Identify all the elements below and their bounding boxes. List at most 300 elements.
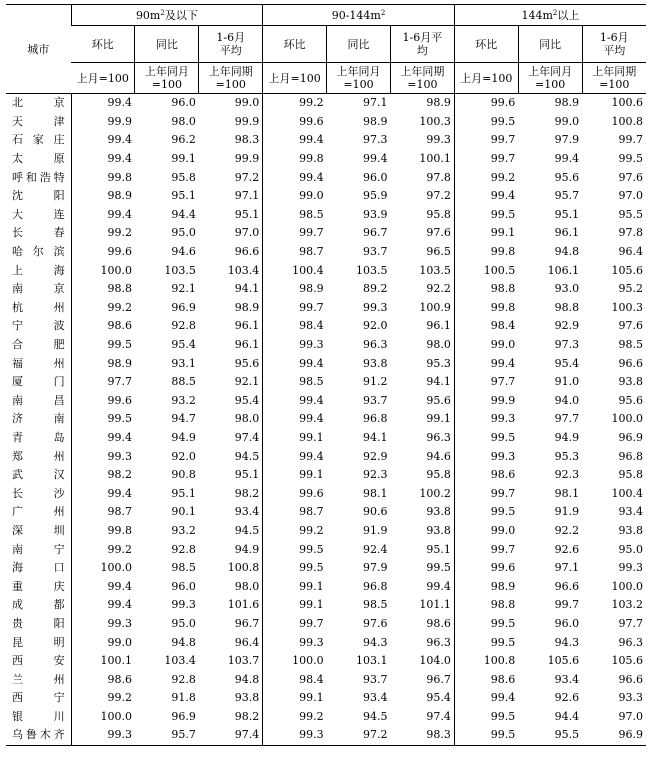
- value-cell: 98.5: [263, 206, 327, 225]
- value-cell: 96.6: [618, 356, 643, 370]
- city-name: 武 汉: [12, 468, 65, 482]
- avg-base-header: 上年同期 =100: [199, 63, 263, 94]
- city-name: 南 昌: [12, 393, 65, 407]
- table-row: [6, 484, 646, 503]
- value-cell: 94.1: [234, 282, 260, 296]
- value-cell: 98.5: [263, 373, 327, 392]
- value-cell: 94.0: [554, 393, 580, 407]
- value-cell: 106.1: [547, 263, 580, 277]
- value-cell: 98.8: [554, 300, 580, 314]
- table-row: [6, 466, 646, 485]
- value-cell: 94.9: [234, 542, 260, 556]
- value-cell: 94.6: [171, 245, 196, 259]
- value-cell: 93.8: [618, 523, 643, 537]
- value-cell: 98.9: [71, 187, 135, 206]
- city-column-header: 城市: [6, 5, 71, 94]
- value-cell: 99.5: [454, 113, 518, 132]
- value-cell: 99.3: [426, 133, 451, 147]
- value-cell: 91.9: [554, 505, 580, 519]
- city-cell: [6, 373, 71, 392]
- table-row: [6, 94, 646, 113]
- value-cell: 95.5: [618, 207, 643, 221]
- city-cell: [6, 261, 71, 280]
- mom-base-header: 上月=100: [71, 63, 135, 94]
- value-cell: 97.7: [454, 373, 518, 392]
- value-cell: 98.6: [426, 616, 451, 630]
- value-cell: 99.7: [454, 131, 518, 150]
- city-name: 海 口: [12, 561, 65, 575]
- value-cell: 91.8: [171, 691, 196, 705]
- value-cell: 99.4: [263, 410, 327, 429]
- value-cell: 93.4: [618, 505, 643, 519]
- value-cell: 99.5: [618, 152, 643, 166]
- city-cell: [6, 708, 71, 727]
- value-cell: 98.7: [263, 503, 327, 522]
- value-cell: 99.4: [362, 152, 388, 166]
- value-cell: 94.8: [234, 672, 260, 686]
- table-row: [6, 317, 646, 336]
- value-cell: 92.9: [554, 319, 580, 333]
- group-header-medium: $90-144m^2$: [263, 5, 455, 26]
- value-cell: 96.0: [362, 170, 388, 184]
- city-cell: [6, 168, 71, 187]
- avg-base-header: 上年同期 =100: [582, 63, 646, 94]
- value-cell: 99.4: [71, 150, 135, 169]
- value-cell: 92.1: [234, 375, 260, 389]
- value-cell: 96.4: [618, 245, 643, 259]
- value-cell: 99.4: [71, 429, 135, 448]
- value-cell: 103.1: [355, 654, 388, 668]
- value-cell: 97.2: [426, 189, 451, 203]
- city-name: 杭 州: [12, 300, 65, 314]
- value-cell: 99.1: [263, 577, 327, 596]
- city-cell: [6, 354, 71, 373]
- value-cell: 97.4: [234, 430, 260, 444]
- value-cell: 99.3: [454, 410, 518, 429]
- value-cell: 100.1: [419, 152, 451, 166]
- value-cell: 97.7: [71, 373, 135, 392]
- value-cell: 103.5: [419, 263, 451, 277]
- value-cell: 99.1: [263, 429, 327, 448]
- value-cell: 98.0: [171, 114, 196, 128]
- value-cell: 105.6: [611, 263, 643, 277]
- value-cell: 97.4: [199, 726, 263, 745]
- city-cell: [6, 522, 71, 541]
- table-row: [6, 243, 646, 262]
- value-cell: 99.2: [454, 168, 518, 187]
- value-cell: 99.4: [71, 577, 135, 596]
- value-cell: 98.5: [618, 338, 643, 352]
- value-cell: 99.6: [71, 243, 135, 262]
- value-cell: 96.3: [618, 635, 643, 649]
- value-cell: 99.5: [71, 410, 135, 429]
- value-cell: 93.2: [171, 393, 196, 407]
- value-cell: 98.4: [263, 670, 327, 689]
- mom-header: 环比: [71, 26, 135, 63]
- value-cell: 98.6: [71, 670, 135, 689]
- value-cell: 99.5: [454, 615, 518, 634]
- value-cell: 95.2: [618, 282, 643, 296]
- table-row: [6, 596, 646, 615]
- table-row: [6, 168, 646, 187]
- value-cell: 98.5: [171, 561, 196, 575]
- value-cell: 98.0: [426, 338, 451, 352]
- value-cell: 94.1: [362, 430, 388, 444]
- value-cell: 100.0: [611, 412, 643, 426]
- value-cell: 97.1: [362, 96, 388, 110]
- value-cell: 95.8: [426, 468, 451, 482]
- value-cell: 99.4: [71, 131, 135, 150]
- value-cell: 98.9: [263, 280, 327, 299]
- value-cell: 96.1: [554, 226, 580, 240]
- value-cell: 92.8: [171, 672, 196, 686]
- table-row: [6, 206, 646, 225]
- value-cell: 98.6: [454, 466, 518, 485]
- city-name: 济 南: [12, 412, 65, 426]
- value-cell: 92.3: [554, 468, 580, 482]
- value-cell: 96.6: [618, 672, 643, 686]
- city-cell: [6, 689, 71, 708]
- value-cell: 99.5: [454, 633, 518, 652]
- value-cell: 96.7: [426, 672, 451, 686]
- city-name: 宁 波: [12, 319, 65, 333]
- value-cell: 92.2: [554, 523, 580, 537]
- value-cell: 99.1: [454, 224, 518, 243]
- value-cell: 95.1: [234, 207, 260, 221]
- value-cell: 94.5: [362, 709, 388, 723]
- table-row: [6, 503, 646, 522]
- value-cell: 99.8: [71, 522, 135, 541]
- value-cell: 99.7: [554, 598, 580, 612]
- value-cell: 99.6: [454, 94, 518, 113]
- table-row: [6, 392, 646, 411]
- value-cell: 96.0: [171, 96, 196, 110]
- table-row: [6, 522, 646, 541]
- city-cell: [6, 596, 71, 615]
- value-cell: 93.1: [171, 356, 196, 370]
- city-cell: [6, 503, 71, 522]
- mom-base-header: 上月=100: [263, 63, 327, 94]
- value-cell: 95.6: [426, 393, 451, 407]
- table-row: [6, 131, 646, 150]
- city-name: 成 都: [12, 598, 65, 612]
- city-cell: [6, 577, 71, 596]
- value-cell: 99.4: [71, 94, 135, 113]
- mom-header: 环比: [454, 26, 518, 63]
- city-cell: [6, 113, 71, 132]
- value-cell: 97.6: [362, 616, 388, 630]
- value-cell: 96.9: [171, 300, 196, 314]
- value-cell: 95.6: [234, 356, 260, 370]
- city-cell: [6, 652, 71, 671]
- value-cell: 98.8: [454, 596, 518, 615]
- value-cell: 95.6: [618, 393, 643, 407]
- value-cell: 99.5: [426, 561, 451, 575]
- value-cell: 98.4: [454, 317, 518, 336]
- city-name: 长 沙: [12, 486, 65, 500]
- value-cell: 100.5: [454, 261, 518, 280]
- yoy-base-header: 上年同月 =100: [327, 63, 391, 94]
- value-cell: 99.7: [263, 299, 327, 318]
- value-cell: 95.3: [554, 449, 580, 463]
- value-cell: 99.2: [71, 299, 135, 318]
- value-cell: 99.3: [71, 615, 135, 634]
- value-cell: 100.0: [71, 559, 135, 578]
- value-cell: 95.4: [426, 691, 451, 705]
- value-cell: 94.5: [234, 523, 260, 537]
- value-cell: 93.8: [618, 375, 643, 389]
- value-cell: 91.9: [362, 523, 388, 537]
- city-cell: [6, 392, 71, 411]
- value-cell: 92.0: [171, 449, 196, 463]
- value-cell: 98.2: [71, 466, 135, 485]
- value-cell: 99.4: [554, 152, 580, 166]
- value-cell: 95.8: [426, 207, 451, 221]
- value-cell: 99.3: [263, 633, 327, 652]
- value-cell: 99.3: [362, 300, 388, 314]
- value-cell: 93.0: [554, 282, 580, 296]
- value-cell: 92.9: [362, 449, 388, 463]
- value-cell: 98.9: [71, 354, 135, 373]
- value-cell: 100.9: [419, 300, 451, 314]
- value-cell: 99.6: [454, 559, 518, 578]
- city-name: 石 家 庄: [12, 133, 65, 147]
- city-name: 郑 州: [12, 449, 65, 463]
- table-row: [6, 187, 646, 206]
- value-cell: 100.3: [419, 114, 451, 128]
- value-cell: 98.6: [454, 670, 518, 689]
- value-cell: 99.3: [263, 726, 327, 745]
- value-cell: 95.0: [171, 226, 196, 240]
- city-name: 西 宁: [12, 691, 65, 705]
- value-cell: 91.0: [554, 375, 580, 389]
- yoy-header: 同比: [518, 26, 582, 63]
- table-row: [6, 615, 646, 634]
- city-cell: [6, 410, 71, 429]
- value-cell: 100.3: [611, 300, 643, 314]
- value-cell: 97.3: [362, 133, 388, 147]
- table-row: [6, 429, 646, 448]
- value-cell: 94.9: [171, 430, 196, 444]
- value-cell: 97.6: [618, 319, 643, 333]
- table-body: [6, 94, 646, 746]
- value-cell: 96.7: [234, 616, 260, 630]
- city-name: 深 圳: [12, 523, 65, 537]
- value-cell: 103.5: [164, 263, 196, 277]
- value-cell: 98.2: [234, 486, 260, 500]
- value-cell: 96.8: [362, 579, 388, 593]
- value-cell: 100.4: [611, 486, 643, 500]
- value-cell: 97.9: [554, 133, 580, 147]
- value-cell: 99.3: [454, 447, 518, 466]
- value-cell: 99.7: [263, 615, 327, 634]
- value-cell: 93.2: [171, 523, 196, 537]
- value-cell: 99.1: [263, 466, 327, 485]
- city-name: 贵 阳: [12, 616, 65, 630]
- value-cell: 90.1: [171, 505, 196, 519]
- value-cell: 95.3: [426, 356, 451, 370]
- value-cell: 103.2: [611, 598, 643, 612]
- value-cell: 99.3: [618, 561, 643, 575]
- value-cell: 98.3: [234, 133, 260, 147]
- table-row: [6, 689, 646, 708]
- value-cell: 99.6: [263, 484, 327, 503]
- value-cell: 97.0: [618, 709, 643, 723]
- table-row: [6, 354, 646, 373]
- value-cell: 98.8: [454, 280, 518, 299]
- value-cell: 99.4: [263, 447, 327, 466]
- yoy-header: 同比: [327, 26, 391, 63]
- value-cell: 99.7: [454, 484, 518, 503]
- city-name: 乌 鲁 木 齐: [12, 728, 65, 742]
- value-cell: 92.6: [554, 542, 580, 556]
- value-cell: 97.1: [554, 561, 580, 575]
- value-cell: 93.9: [362, 207, 388, 221]
- city-name: 银 川: [12, 709, 65, 723]
- value-cell: 99.0: [263, 187, 327, 206]
- city-cell: [6, 206, 71, 225]
- value-cell: 97.1: [234, 189, 260, 203]
- value-cell: 105.6: [547, 654, 580, 668]
- city-name: 兰 州: [12, 672, 65, 686]
- value-cell: 98.4: [263, 317, 327, 336]
- value-cell: 101.6: [227, 598, 260, 612]
- value-cell: 93.7: [362, 672, 388, 686]
- city-name: 上 海: [12, 263, 65, 277]
- value-cell: 98.6: [71, 317, 135, 336]
- avg-header: 1-6月 平均: [199, 26, 263, 63]
- city-cell: [6, 336, 71, 355]
- value-cell: 94.1: [426, 375, 451, 389]
- value-cell: 98.9: [234, 300, 260, 314]
- value-cell: 93.7: [362, 245, 388, 259]
- value-cell: 98.9: [426, 96, 451, 110]
- value-cell: 96.1: [234, 319, 260, 333]
- value-cell: 99.8: [71, 168, 135, 187]
- value-cell: 100.1: [71, 652, 135, 671]
- value-cell: 96.0: [554, 616, 580, 630]
- value-cell: 96.5: [426, 245, 451, 259]
- city-cell: [6, 615, 71, 634]
- value-cell: 105.6: [611, 654, 643, 668]
- city-name: 北 京: [12, 96, 65, 110]
- value-cell: 99.7: [454, 540, 518, 559]
- value-cell: 94.5: [234, 449, 260, 463]
- value-cell: 94.8: [554, 245, 580, 259]
- value-cell: 99.5: [454, 726, 518, 745]
- value-cell: 99.4: [71, 596, 135, 615]
- city-name: 重 庆: [12, 579, 65, 593]
- value-cell: 99.5: [454, 206, 518, 225]
- table-row: [6, 280, 646, 299]
- city-cell: [6, 670, 71, 689]
- value-cell: 95.1: [234, 468, 260, 482]
- city-cell: [6, 131, 71, 150]
- table-row: [6, 261, 646, 280]
- value-cell: 99.4: [454, 354, 518, 373]
- group-header-large: $144m^2$以上: [454, 5, 646, 26]
- value-cell: 100.8: [227, 561, 260, 575]
- value-cell: 103.7: [227, 654, 260, 668]
- value-cell: 99.4: [263, 131, 327, 150]
- value-cell: 100.8: [454, 652, 518, 671]
- value-cell: 99.4: [263, 354, 327, 373]
- table-row: [6, 559, 646, 578]
- city-name: 太 原: [12, 152, 65, 166]
- value-cell: 93.8: [426, 505, 451, 519]
- value-cell: 98.3: [390, 726, 454, 745]
- value-cell: 99.5: [71, 336, 135, 355]
- value-cell: 99.5: [454, 708, 518, 727]
- table-row: [6, 633, 646, 652]
- city-name: 广 州: [12, 505, 65, 519]
- value-cell: 100.2: [419, 486, 451, 500]
- value-cell: 99.3: [71, 726, 135, 745]
- value-cell: 94.8: [171, 635, 196, 649]
- value-cell: 98.1: [554, 486, 580, 500]
- city-name: 天 津: [12, 114, 65, 128]
- city-name: 合 肥: [12, 338, 65, 352]
- value-cell: 98.9: [454, 577, 518, 596]
- value-cell: 95.4: [554, 356, 580, 370]
- value-cell: 99.5: [263, 559, 327, 578]
- table-row: [6, 708, 646, 727]
- value-cell: 97.6: [618, 170, 643, 184]
- table-row: [6, 670, 646, 689]
- value-cell: 99.9: [71, 113, 135, 132]
- avg-header: 1-6月 平均: [582, 26, 646, 63]
- city-name: 厦 门: [12, 375, 65, 389]
- value-cell: 95.8: [171, 170, 196, 184]
- city-name: 沈 阳: [12, 189, 65, 203]
- city-cell: [6, 726, 71, 745]
- yoy-base-header: 上年同月 =100: [518, 63, 582, 94]
- city-name: 大 连: [12, 207, 65, 221]
- city-name: 哈 尔 滨: [12, 245, 65, 259]
- table-row: [6, 150, 646, 169]
- value-cell: 99.5: [454, 429, 518, 448]
- avg-header: 1-6月平 均: [390, 26, 454, 63]
- value-cell: 99.1: [426, 412, 451, 426]
- value-cell: 98.7: [263, 243, 327, 262]
- value-cell: 99.4: [454, 187, 518, 206]
- value-cell: 98.0: [234, 412, 260, 426]
- value-cell: 95.4: [171, 338, 196, 352]
- value-cell: 96.3: [426, 635, 451, 649]
- value-cell: 99.2: [263, 94, 327, 113]
- city-cell: [6, 280, 71, 299]
- city-cell: [6, 150, 71, 169]
- value-cell: 95.1: [554, 207, 580, 221]
- value-cell: 99.0: [454, 522, 518, 541]
- value-cell: 99.4: [263, 168, 327, 187]
- value-cell: 99.0: [454, 336, 518, 355]
- value-cell: 93.7: [362, 393, 388, 407]
- value-cell: 88.5: [171, 375, 196, 389]
- value-cell: 99.1: [171, 152, 196, 166]
- value-cell: 99.3: [71, 447, 135, 466]
- value-cell: 97.6: [426, 226, 451, 240]
- value-cell: 96.6: [554, 579, 580, 593]
- city-cell: [6, 559, 71, 578]
- value-cell: 95.9: [362, 189, 388, 203]
- value-cell: 94.9: [554, 430, 580, 444]
- value-cell: 96.9: [171, 709, 196, 723]
- value-cell: 95.4: [234, 393, 260, 407]
- value-cell: 94.7: [171, 412, 196, 426]
- city-name: 西 安: [12, 654, 65, 668]
- value-cell: 94.3: [362, 635, 388, 649]
